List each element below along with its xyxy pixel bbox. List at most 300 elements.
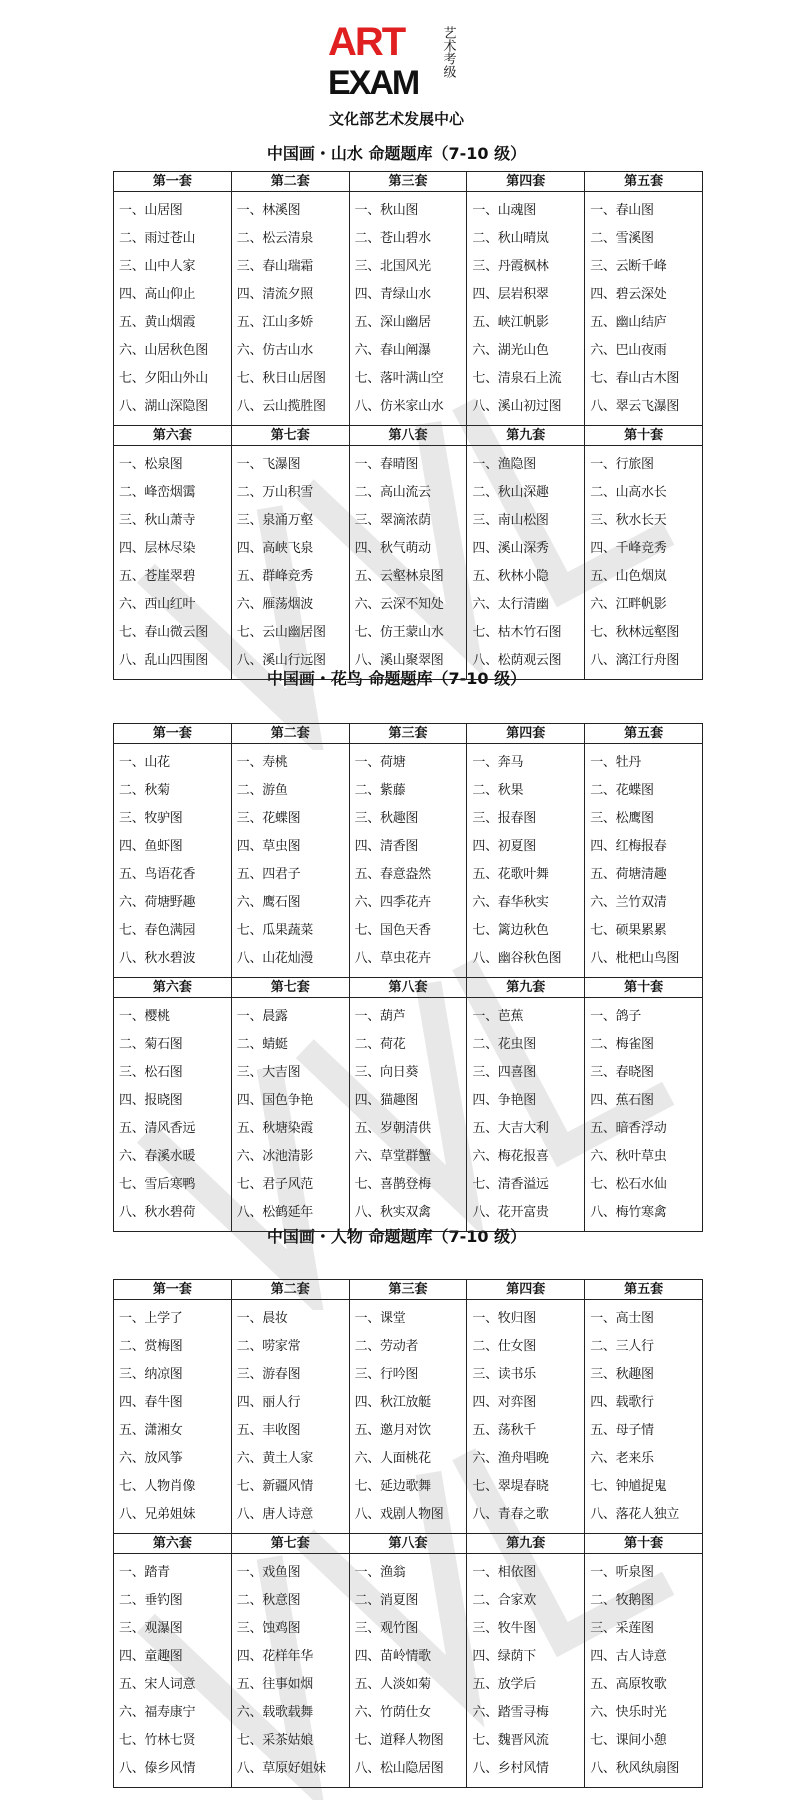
topic-item: 六、福寿康宁	[119, 1705, 196, 1720]
topic-item: 一、山居图	[119, 203, 183, 218]
topic-item: 二、仕女图	[472, 1339, 536, 1354]
topic-item: 四、初夏图	[472, 839, 536, 854]
set-items-cell	[585, 192, 703, 426]
topic-item: 五、深山幽居	[354, 315, 431, 330]
topic-item: 一、课堂	[354, 1311, 406, 1326]
topic-item: 五、花歌叶舞	[472, 867, 549, 882]
topic-item: 一、春山图	[590, 203, 654, 218]
topic-list	[350, 744, 467, 973]
topic-item: 六、梅花报喜	[472, 1149, 549, 1164]
topic-item: 二、紫藤	[354, 783, 406, 798]
topic-item: 二、山高水长	[590, 485, 667, 500]
topic-item: 三、秋山萧寺	[119, 513, 196, 528]
topic-item: 四、绿荫下	[472, 1649, 536, 1664]
topic-item: 七、秋林远壑图	[590, 625, 680, 640]
topic-item: 一、飞瀑图	[236, 457, 301, 472]
topic-item: 三、向日葵	[354, 1065, 419, 1080]
topic-item: 五、黄山烟霞	[119, 315, 196, 330]
section-title-figure: 中国画・人物 命题题库（7-10 级）	[266, 1227, 527, 1246]
topic-item: 二、荷花	[354, 1037, 406, 1052]
topic-item: 一、寿桃	[236, 755, 288, 770]
set-items-cell	[231, 192, 349, 426]
topic-item: 五、幽山结庐	[590, 315, 667, 330]
topic-item: 三、泉涌万壑	[236, 513, 313, 528]
set-name-header: 第五套	[585, 172, 703, 192]
set-name-header: 第二套	[231, 1280, 349, 1300]
topic-item: 二、梅雀图	[590, 1037, 654, 1052]
topic-item: 八、戏剧人物图	[354, 1507, 444, 1522]
topic-item: 一、渔翁	[354, 1565, 406, 1580]
topic-item: 一、樱桃	[119, 1009, 170, 1024]
set-items-cell	[114, 1554, 232, 1788]
topic-item: 六、西山红叶	[119, 597, 196, 612]
topic-item: 三、春晓图	[590, 1065, 654, 1080]
set-name-header: 第六套	[114, 426, 232, 446]
topic-item: 八、草原好姐妹	[236, 1761, 326, 1776]
topic-item: 四、古人诗意	[590, 1649, 667, 1664]
topic-list	[114, 192, 231, 421]
topic-item: 二、秋山晴岚	[472, 231, 549, 246]
topic-item: 六、仿古山水	[236, 343, 313, 358]
art-exam-logo	[326, 20, 466, 98]
topic-item: 八、翠云飞瀑图	[590, 399, 680, 414]
topic-item: 三、采莲图	[590, 1621, 654, 1636]
topic-item: 四、层林尽染	[119, 541, 196, 556]
topic-list	[350, 1300, 467, 1529]
topic-item: 七、道释人物图	[354, 1733, 444, 1748]
topic-item: 八、草虫花卉	[354, 951, 431, 966]
topic-item: 三、春山瑞霜	[236, 259, 313, 274]
topic-item: 五、群峰竞秀	[236, 569, 313, 584]
topic-item: 六、载歌载舞	[236, 1705, 313, 1720]
topic-item: 八、乡村风情	[472, 1761, 549, 1776]
topic-item: 三、松石图	[119, 1065, 183, 1080]
topic-item: 八、溪山初过图	[472, 399, 562, 414]
set-name-header: 第十套	[585, 1534, 703, 1554]
topic-item: 五、秋塘染霞	[236, 1121, 313, 1136]
topic-item: 二、合家欢	[472, 1593, 536, 1608]
topic-item: 四、花样年华	[236, 1649, 313, 1664]
topic-item: 七、清泉石上流	[472, 371, 562, 386]
topic-item: 四、清香图	[354, 839, 419, 854]
topic-item: 一、行旅图	[590, 457, 654, 472]
set-items-cell	[585, 1300, 703, 1534]
topic-item: 四、苗岭情歌	[354, 1649, 431, 1664]
topic-item: 三、报春图	[472, 811, 536, 826]
topic-item: 一、晨露	[236, 1009, 288, 1024]
set-items-row	[114, 744, 703, 978]
topic-item: 二、松云清泉	[236, 231, 313, 246]
set-name-header: 第四套	[467, 724, 585, 744]
topic-item: 二、秋意图	[236, 1593, 301, 1608]
logo-side-text: 艺术考级	[440, 26, 456, 78]
topic-item: 四、千峰竞秀	[590, 541, 667, 556]
topic-list	[467, 998, 584, 1227]
topic-item: 三、观瀑图	[119, 1621, 183, 1636]
topic-item: 七、秋日山居图	[236, 371, 326, 386]
topic-list	[114, 446, 231, 675]
topic-item: 二、三人行	[590, 1339, 654, 1354]
topic-list	[232, 446, 349, 675]
topic-list	[585, 446, 702, 675]
topic-item: 六、山居秋色图	[119, 343, 208, 358]
set-name-header: 第三套	[349, 1280, 467, 1300]
topic-item: 五、云壑林泉图	[354, 569, 444, 584]
topic-list	[114, 1300, 231, 1529]
topic-item: 一、戏鱼图	[236, 1565, 301, 1580]
topic-list	[585, 998, 702, 1227]
set-items-cell	[349, 192, 467, 426]
set-header-row	[114, 1280, 703, 1300]
topic-list	[585, 1554, 702, 1783]
topic-item: 三、花蝶图	[236, 811, 301, 826]
topic-item: 七、竹林七贤	[119, 1733, 196, 1748]
set-items-row	[114, 192, 703, 426]
topic-item: 八、青春之歌	[472, 1507, 549, 1522]
set-items-cell	[349, 1554, 467, 1788]
set-items-cell	[585, 1554, 703, 1788]
topic-item: 三、大吉图	[236, 1065, 301, 1080]
topic-item: 一、葫芦	[354, 1009, 406, 1024]
topic-item: 七、延边歌舞	[354, 1479, 431, 1494]
topic-item: 五、峡江帆影	[472, 315, 549, 330]
topic-item: 七、春山微云图	[119, 625, 208, 640]
topic-item: 一、鸽子	[590, 1009, 641, 1024]
set-name-header: 第十套	[585, 978, 703, 998]
topic-item: 三、翠滴浓荫	[354, 513, 431, 528]
topic-item: 七、瓜果蔬菜	[236, 923, 313, 938]
topic-list	[232, 744, 349, 973]
set-items-cell	[231, 998, 349, 1232]
topic-item: 四、猫趣图	[354, 1093, 419, 1108]
topic-item: 八、花开富贵	[472, 1205, 549, 1220]
topic-item: 六、春华秋实	[472, 895, 549, 910]
topic-item: 三、纳凉图	[119, 1367, 183, 1382]
topic-item: 二、菊石图	[119, 1037, 183, 1052]
topic-item: 五、放学后	[472, 1677, 536, 1692]
topic-item: 四、载歌行	[590, 1395, 654, 1410]
topic-item: 八、松山隐居图	[354, 1761, 444, 1776]
topic-item: 四、高峡飞泉	[236, 541, 313, 556]
topic-item: 五、潇湘女	[119, 1423, 183, 1438]
topic-list	[467, 192, 584, 421]
topic-item: 七、钟馗捉鬼	[590, 1479, 667, 1494]
topic-item: 二、秋山深趣	[472, 485, 549, 500]
topic-item: 八、松荫观云图	[472, 653, 562, 668]
topic-item: 八、梅竹寒禽	[590, 1205, 667, 1220]
topic-item: 七、枯木竹石图	[472, 625, 562, 640]
topic-item: 一、晨妆	[236, 1311, 288, 1326]
topic-item: 五、往事如烟	[236, 1677, 313, 1692]
topic-item: 五、大吉大利	[472, 1121, 549, 1136]
set-items-cell	[585, 744, 703, 978]
topic-item: 七、雪后寒鸭	[119, 1177, 196, 1192]
set-name-header: 第四套	[467, 1280, 585, 1300]
topic-item: 七、夕阳山外山	[119, 371, 208, 386]
topic-item: 四、秋气萌动	[354, 541, 431, 556]
topic-item: 一、上学了	[119, 1311, 183, 1326]
set-name-header: 第八套	[349, 978, 467, 998]
topic-item: 六、人面桃花	[354, 1451, 431, 1466]
topic-item: 四、层岩积翠	[472, 287, 549, 302]
topic-item: 五、春意盎然	[354, 867, 431, 882]
set-name-header: 第一套	[114, 724, 232, 744]
topic-item: 五、山色烟岚	[590, 569, 667, 584]
topic-item: 八、松鹤延年	[236, 1205, 313, 1220]
topic-item: 八、幽谷秋色图	[472, 951, 562, 966]
set-name-header: 第五套	[585, 1280, 703, 1300]
topic-item: 三、丹霞枫林	[472, 259, 549, 274]
set-name-header: 第七套	[231, 978, 349, 998]
topic-item: 八、溪山行远图	[236, 653, 326, 668]
topic-item: 二、唠家常	[236, 1339, 301, 1354]
set-items-cell	[114, 192, 232, 426]
topic-item: 五、岁朝清供	[354, 1121, 431, 1136]
topic-item: 一、松泉图	[119, 457, 183, 472]
topic-item: 七、魏晋风流	[472, 1733, 549, 1748]
topic-item: 二、游鱼	[236, 783, 288, 798]
set-header-row	[114, 172, 703, 192]
topic-item: 六、老来乐	[590, 1451, 654, 1466]
topic-item: 六、巴山夜雨	[590, 343, 667, 358]
topic-list	[350, 998, 467, 1227]
set-items-cell	[114, 446, 232, 680]
set-items-cell	[114, 998, 232, 1232]
topic-item: 五、荡秋千	[472, 1423, 536, 1438]
set-items-cell	[349, 446, 467, 680]
topic-item: 七、采茶姑娘	[236, 1733, 313, 1748]
topic-item: 八、云山揽胜图	[236, 399, 326, 414]
topic-item: 二、劳动者	[354, 1339, 419, 1354]
topic-item: 五、高原牧歌	[590, 1677, 667, 1692]
topic-list	[350, 446, 467, 675]
topic-item: 三、松鹰图	[590, 811, 654, 826]
set-items-cell	[349, 1300, 467, 1534]
set-name-header: 第九套	[467, 426, 585, 446]
topic-item: 八、兄弟姐妹	[119, 1507, 196, 1522]
topic-item: 五、宋人词意	[119, 1677, 196, 1692]
set-header-row	[114, 426, 703, 446]
set-items-cell	[349, 744, 467, 978]
topic-item: 二、秋菊	[119, 783, 170, 798]
topic-item: 七、翠堤春晓	[472, 1479, 549, 1494]
set-items-cell	[467, 446, 585, 680]
topic-item: 二、花虫图	[472, 1037, 536, 1052]
set-items-cell	[467, 744, 585, 978]
set-items-row	[114, 998, 703, 1232]
topic-item: 六、江畔帆影	[590, 597, 667, 612]
set-name-header: 第三套	[349, 172, 467, 192]
topic-item: 一、牡丹	[590, 755, 641, 770]
topic-item: 七、新疆风情	[236, 1479, 313, 1494]
topic-item: 三、秋趣图	[590, 1367, 654, 1382]
topic-item: 四、国色争艳	[236, 1093, 313, 1108]
topic-list	[114, 1554, 231, 1783]
topic-item: 二、垂钓图	[119, 1593, 183, 1608]
logo-line2: EXAM	[328, 64, 419, 98]
topic-item: 二、高山流云	[354, 485, 431, 500]
topic-list	[585, 744, 702, 973]
topic-item: 八、秋水碧荷	[119, 1205, 196, 1220]
set-header-row	[114, 978, 703, 998]
topic-item: 七、篱边秋色	[472, 923, 549, 938]
topic-item: 六、太行清幽	[472, 597, 549, 612]
topic-list	[467, 1300, 584, 1529]
topic-item: 二、苍山碧水	[354, 231, 431, 246]
set-name-header: 第八套	[349, 1534, 467, 1554]
topic-item: 四、童趣图	[119, 1649, 183, 1664]
topic-item: 四、高山仰止	[119, 287, 196, 302]
topic-item: 六、冰池清影	[236, 1149, 313, 1164]
topic-item: 四、溪山深秀	[472, 541, 549, 556]
topic-item: 八、溪山聚翠图	[354, 653, 444, 668]
topic-item: 七、喜鹊登梅	[354, 1177, 431, 1192]
topic-item: 一、山魂图	[472, 203, 536, 218]
topic-item: 七、春山古木图	[590, 371, 680, 386]
section-title-landscape: 中国画・山水 命题题库（7-10 级）	[266, 144, 527, 163]
topic-item: 四、蕉石图	[590, 1093, 654, 1108]
topic-item: 六、快乐时光	[590, 1705, 667, 1720]
set-items-row	[114, 1554, 703, 1788]
topic-item: 六、竹荫仕女	[354, 1705, 431, 1720]
set-name-header: 第三套	[349, 724, 467, 744]
topic-item: 六、雁荡烟波	[236, 597, 313, 612]
set-items-cell	[467, 1554, 585, 1788]
topic-item: 一、踏青	[119, 1565, 170, 1580]
set-items-cell	[114, 1300, 232, 1534]
topic-item: 三、四喜图	[472, 1065, 536, 1080]
topic-item: 七、人物肖像	[119, 1479, 196, 1494]
set-name-header: 第六套	[114, 1534, 232, 1554]
topic-item: 八、落花人独立	[590, 1507, 680, 1522]
topic-item: 一、相依图	[472, 1565, 536, 1580]
topic-item: 七、国色天香	[354, 923, 431, 938]
topic-list	[467, 446, 584, 675]
set-name-header: 第十套	[585, 426, 703, 446]
topic-item: 三、观竹图	[354, 1621, 419, 1636]
topic-item: 六、鹰石图	[236, 895, 301, 910]
set-name-header: 第二套	[231, 724, 349, 744]
topic-item: 七、君子风范	[236, 1177, 313, 1192]
set-items-cell	[114, 744, 232, 978]
set-items-cell	[585, 446, 703, 680]
topic-item: 二、赏梅图	[119, 1339, 183, 1354]
topic-item: 一、牧归图	[472, 1311, 536, 1326]
topic-item: 三、读书乐	[472, 1367, 536, 1382]
topic-item: 五、清风香远	[119, 1121, 196, 1136]
topic-item: 五、人淡如菊	[354, 1677, 431, 1692]
topic-item: 八、仿米家山水	[354, 399, 444, 414]
topic-item: 八、枇杷山鸟图	[590, 951, 680, 966]
topic-list	[585, 1300, 702, 1529]
topic-item: 三、行吟图	[354, 1367, 419, 1382]
topic-item: 五、暗香浮动	[590, 1121, 667, 1136]
topic-item: 一、渔隐图	[472, 457, 536, 472]
topic-item: 三、蚀鸡图	[236, 1621, 301, 1636]
topic-item: 五、江山多娇	[236, 315, 313, 330]
set-name-header: 第一套	[114, 172, 232, 192]
topic-list	[350, 1554, 467, 1783]
topic-item: 六、踏雪寻梅	[472, 1705, 549, 1720]
topic-item: 四、对弈图	[472, 1395, 536, 1410]
topic-item: 六、放风筝	[119, 1451, 183, 1466]
topic-item: 三、牧牛图	[472, 1621, 536, 1636]
topic-item: 一、秋山图	[354, 203, 419, 218]
topic-item: 六、兰竹双清	[590, 895, 667, 910]
topic-item: 四、青绿山水	[354, 287, 431, 302]
topic-list	[232, 1554, 349, 1783]
org-name: 文化部艺术发展中心	[328, 110, 464, 128]
topic-item: 一、芭蕉	[472, 1009, 524, 1024]
topic-item: 二、万山积雪	[236, 485, 313, 500]
topic-item: 五、四君子	[236, 867, 301, 882]
topic-item: 六、春溪水暖	[119, 1149, 196, 1164]
topic-item: 七、云山幽居图	[236, 625, 326, 640]
topic-item: 四、草虫图	[236, 839, 301, 854]
set-header-row	[114, 724, 703, 744]
topic-item: 一、听泉图	[590, 1565, 654, 1580]
set-items-cell	[467, 192, 585, 426]
question-bank-table-flower-bird	[113, 723, 703, 1232]
set-items-cell	[585, 998, 703, 1232]
topic-item: 一、荷塘	[354, 755, 406, 770]
topic-item: 五、秋林小隐	[472, 569, 549, 584]
topic-item: 八、秋水碧波	[119, 951, 196, 966]
topic-item: 七、课间小憩	[590, 1733, 667, 1748]
topic-item: 四、秋江放艇	[354, 1395, 431, 1410]
topic-item: 四、春牛图	[119, 1395, 183, 1410]
topic-item: 六、湖光山色	[472, 343, 549, 358]
topic-item: 三、牧驴图	[119, 811, 183, 826]
topic-item: 五、苍崖翠碧	[119, 569, 196, 584]
topic-item: 四、碧云深处	[590, 287, 667, 302]
topic-item: 八、湖山深隐图	[119, 399, 208, 414]
topic-item: 三、山中人家	[119, 259, 196, 274]
set-items-cell	[467, 998, 585, 1232]
question-bank-table-figure	[113, 1279, 703, 1788]
set-name-header: 第四套	[467, 172, 585, 192]
set-name-header: 第九套	[467, 978, 585, 998]
section-title-flower-bird: 中国画・花鸟 命题题库（7-10 级）	[266, 669, 527, 688]
topic-item: 六、荷塘野趣	[119, 895, 196, 910]
topic-item: 三、秋水长天	[590, 513, 667, 528]
topic-list	[232, 192, 349, 421]
topic-item: 四、争艳图	[472, 1093, 536, 1108]
topic-item: 六、四季花卉	[354, 895, 431, 910]
set-items-cell	[231, 446, 349, 680]
topic-item: 五、荷塘清趣	[590, 867, 667, 882]
topic-item: 七、松石水仙	[590, 1177, 667, 1192]
topic-item: 六、黄土人家	[236, 1451, 313, 1466]
topic-list	[114, 998, 231, 1227]
topic-item: 六、秋叶草虫	[590, 1149, 667, 1164]
topic-item: 三、秋趣图	[354, 811, 419, 826]
topic-item: 八、秋风纨扇图	[590, 1761, 680, 1776]
topic-item: 一、奔马	[472, 755, 524, 770]
set-items-cell	[231, 744, 349, 978]
topic-item: 一、林溪图	[236, 203, 301, 218]
topic-item: 二、牧鹅图	[590, 1593, 654, 1608]
topic-item: 二、雪溪图	[590, 231, 654, 246]
set-items-row	[114, 446, 703, 680]
topic-item: 四、清流夕照	[236, 287, 313, 302]
topic-item: 六、渔舟唱晚	[472, 1451, 549, 1466]
topic-item: 六、草堂群蟹	[354, 1149, 431, 1164]
topic-item: 七、仿王蒙山水	[354, 625, 444, 640]
topic-item: 二、花蝶图	[590, 783, 654, 798]
topic-item: 一、高士图	[590, 1311, 654, 1326]
topic-item: 一、山花	[119, 755, 170, 770]
